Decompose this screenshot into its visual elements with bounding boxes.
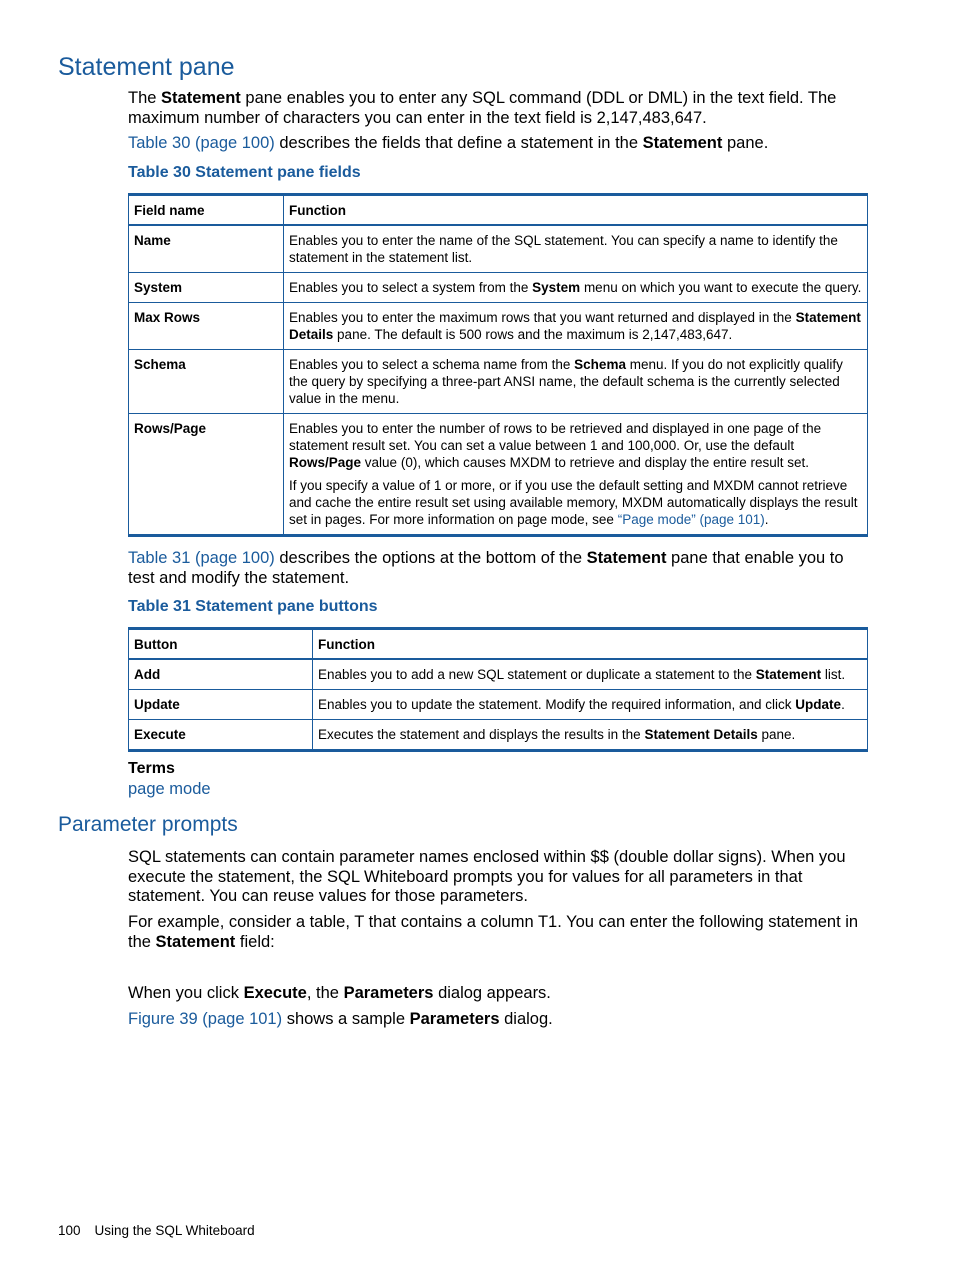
field-function: [284, 414, 868, 536]
table-row: [129, 273, 868, 303]
field-function: [284, 273, 868, 303]
button-name: Update: [129, 690, 313, 720]
bold-term: Execute: [243, 984, 307, 1002]
bold-term: Statement: [755, 667, 822, 682]
header-button: Button: [129, 629, 313, 660]
text: pane that enable you to test and modify the statement.: [128, 549, 844, 587]
terms-heading: Terms: [128, 760, 175, 777]
section-title-statement-pane: Statement pane: [58, 53, 235, 81]
text: list.: [824, 667, 846, 682]
bold-term: Rows/Page: [289, 455, 362, 470]
page-mode-link[interactable]: “Page mode” (page 101): [617, 512, 765, 527]
text: For example, consider a table, T that contains a column T1. You can enter the following statement in the: [128, 913, 859, 951]
bold-term: Parameters: [409, 1010, 500, 1028]
parameter-prompts-paragraph: SQL statements can contain parameter names enclosed within $$ (double dollar signs). When you execute the statement, the SQL Whiteboard prompts you for values for all parameters in that statement. You can reuse values for those parameters.: [128, 848, 846, 905]
text: field:: [239, 932, 275, 951]
text: describes the options at the bottom of the: [279, 549, 583, 567]
bold-term: Statement Details: [644, 727, 758, 742]
section-title-parameter-prompts: Parameter prompts: [58, 813, 238, 836]
table31-caption: Table 31 Statement pane buttons: [128, 598, 378, 615]
table30-caption: Table 30 Statement pane fields: [128, 164, 361, 181]
page-number: 100: [58, 1223, 81, 1238]
bold-term: Statement: [155, 932, 236, 951]
field-name: Name: [129, 225, 284, 273]
table-row: [129, 225, 868, 273]
table30-statement-fields: [128, 193, 868, 537]
text: .: [764, 512, 769, 527]
header-function: Function: [313, 629, 868, 660]
field-name: Max Rows: [129, 303, 284, 350]
button-name: Execute: [129, 720, 313, 751]
table30-link[interactable]: Table 30 (page 100): [128, 134, 275, 152]
text: Enables you to enter the number of rows to be retrieved and displayed in one page of the statement result set. You can set a value between 1 and 100,000. Or, use the default: [289, 421, 822, 453]
text: shows a sample: [286, 1010, 406, 1028]
cell-paragraph: [289, 420, 862, 471]
table30-reference: [128, 134, 870, 154]
text: pane.: [761, 727, 796, 742]
table31-link[interactable]: Table 31 (page 100): [128, 549, 275, 567]
table31-reference: [128, 549, 870, 588]
header-function: Function: [284, 195, 868, 226]
table-header-row: [129, 629, 868, 660]
table-row: [129, 303, 868, 350]
text: Executes the statement and displays the results in the: [318, 727, 641, 742]
cell-paragraph: [289, 477, 862, 528]
button-function: [313, 690, 868, 720]
header-field-name: Field name: [129, 195, 284, 226]
table-row: [129, 690, 868, 720]
text: dialog appears.: [438, 984, 551, 1002]
text: Enables you to select a system from the: [289, 280, 529, 295]
statement-pane-intro: [128, 89, 870, 128]
figure39-link[interactable]: Figure 39 (page 101): [128, 1010, 283, 1028]
bold-term: System: [532, 280, 581, 295]
button-function: [313, 659, 868, 690]
button-name: Add: [129, 659, 313, 690]
field-function: Enables you to enter the name of the SQL statement. You can specify a name to identify the statement in the statement list.: [284, 225, 868, 273]
text: , the: [306, 984, 339, 1002]
table31-statement-buttons: [128, 627, 868, 752]
text: menu on which you want to execute the query.: [583, 280, 862, 295]
table-row: [129, 414, 868, 536]
table-row: [129, 350, 868, 414]
text: Enables you to update the statement. Modify the required information, and click: [318, 697, 792, 712]
figure39-reference: [128, 1010, 870, 1030]
text: Enables you to enter the maximum rows that you want returned and displayed in the: [289, 310, 792, 325]
bold-term: Schema: [574, 357, 626, 372]
text: .: [841, 697, 845, 712]
button-function: [313, 720, 868, 751]
table-row: [129, 659, 868, 690]
example-paragraph: [128, 913, 870, 952]
execute-paragraph: [128, 984, 870, 1004]
text: pane.: [726, 134, 769, 152]
bold-term: Update: [795, 697, 842, 712]
bold-term: Statement: [586, 549, 667, 567]
field-name: System: [129, 273, 284, 303]
text: describes the fields that define a statement in the: [279, 134, 639, 152]
bold-term: Statement: [161, 89, 241, 107]
text: value (0), which causes MXDM to retrieve and display the entire result set.: [364, 455, 809, 470]
text: pane. The default is 500 rows and the maximum is 2,147,483,647.: [337, 327, 733, 342]
table-header-row: [129, 195, 868, 226]
text: pane enables you to enter any SQL command (DDL or DML) in the text field. The maximum number of characters you can enter in the text field is 2,147,483,647.: [128, 89, 837, 127]
text: The: [128, 89, 157, 107]
field-function: [284, 303, 868, 350]
text: If you specify a value of 1 or more, or if you use the default setting and MXDM cannot retrieve and cache the entire result set using available memory, MXDM automatically displays the result set in pages. For more information on page mode, see: [289, 478, 858, 527]
bold-term: Parameters: [343, 984, 434, 1002]
field-name: Rows/Page: [129, 414, 284, 536]
table-row: [129, 720, 868, 751]
bold-term: Statement Details: [289, 310, 861, 342]
chapter-title: Using the SQL Whiteboard: [94, 1223, 255, 1238]
bold-term: Statement: [642, 134, 723, 152]
page-footer: [58, 1223, 255, 1238]
text: menu. If you do not explicitly qualify the query by specifying a three-part ANSI name, the default schema is the currently selected value in the menu.: [289, 357, 843, 406]
term-page-mode-link[interactable]: page mode: [128, 780, 211, 798]
text: Enables you to select a schema name from the: [289, 357, 571, 372]
text: Enables you to add a new SQL statement or duplicate a statement to the: [318, 667, 753, 682]
field-name: Schema: [129, 350, 284, 414]
text: When you click: [128, 984, 239, 1002]
field-function: [284, 350, 868, 414]
text: dialog.: [504, 1010, 553, 1028]
